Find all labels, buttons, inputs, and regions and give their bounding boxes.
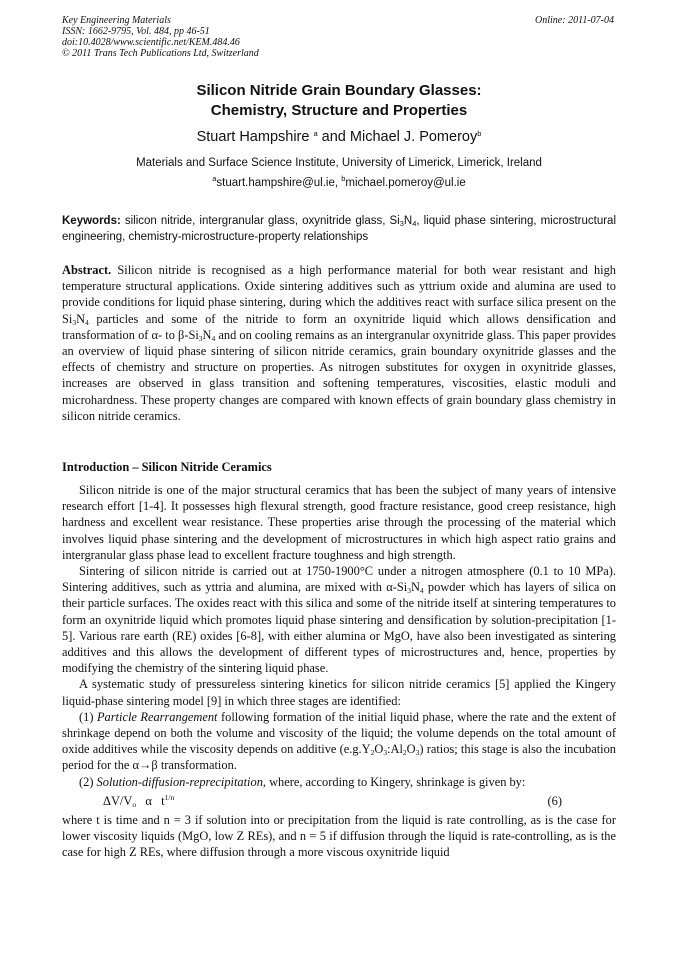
- equation-row: [62, 790, 616, 812]
- subscript: 2: [370, 748, 375, 758]
- affiliation-marker: b: [341, 174, 346, 183]
- journal-name: Key Engineering Materials: [62, 15, 171, 26]
- doi-line[interactable]: doi:10.4028/www.scientific.net/KEM.484.46: [62, 37, 240, 48]
- abstract-label: Abstract.: [62, 263, 112, 277]
- author-list: [62, 128, 616, 146]
- exponent: 1/n: [164, 792, 175, 802]
- introduction-section: [62, 482, 616, 860]
- title-line-1: Silicon Nitride Grain Boundary Glasses:: [196, 82, 482, 99]
- list-number: (2): [79, 774, 97, 789]
- section-heading: Introduction – Silicon Nitride Ceramics: [62, 460, 272, 474]
- abstract-text: N: [76, 311, 86, 326]
- affiliation-marker: b: [477, 129, 482, 138]
- equation: [103, 793, 174, 809]
- affiliation: Materials and Surface Science Institute, University of Limerick, Limerick, Ireland: [136, 157, 542, 169]
- abstract-text: Silicon nitride is recognised as a high performance material for both wear resistant and high temperature structural applications. Oxide sintering additives such as yttrium oxide and alumina are used to provide conditions for liquid phase sintering, during which the additives react with surface silica present on the Si: [62, 263, 616, 326]
- online-date: Online: 2011-07-04: [535, 15, 614, 26]
- author-name: Michael J. Pomeroy: [349, 129, 478, 145]
- subscript: 3: [399, 219, 404, 228]
- paragraph-text: O: [406, 742, 416, 757]
- paragraph-text: , where, according to Kingery, shrinkage is given by:: [262, 774, 526, 789]
- subscript: 3: [198, 333, 203, 343]
- paragraph: [62, 563, 616, 676]
- paragraph-text: following formation of the initial liquid phase, where the rate and the extent of shrinkage depend on both the volume and viscosity of the liquid; the volume depends on the total amount of oxide additives while the viscosity depends on additive (e.g.Y: [62, 709, 616, 757]
- keywords-text: , liquid phase sintering, microstructural engineering, chemistry-microstructure-property relationships: [62, 215, 616, 243]
- subscript: 4: [85, 317, 89, 327]
- paragraph-text: Sintering of silicon nitride is carried out at 1750-1900°C under a nitrogen atmosphere (0.1 to 10 MPa). Sintering additives, such as yttria and alumina, are mixed with α-Si: [62, 564, 616, 595]
- author-emails: [62, 176, 616, 191]
- paragraph: Silicon nitride is one of the major structural ceramics that has been the subject of many years of intensive research effort [1-4]. It possesses high flexural strength, good fracture resistance, good creep resistance, high hardness and excellent wear resistance. These properties arise through the processing of the material which involves liquid phase sintering and the development of microstructures in which high aspect ratio grains and intergranular glass phase lead to excellent fracture toughness and high strength.: [62, 483, 616, 562]
- author-conjunction: and: [317, 129, 350, 145]
- abstract-text: particles and some of the nitride to form an oxynitride liquid which allows densification and transformation of α- to β-Si: [62, 311, 616, 342]
- issn-line: ISSN: 1662-9795, Vol. 484, pp 46-51: [62, 26, 210, 37]
- keywords-label: Keywords:: [62, 215, 121, 227]
- subscript: 3: [415, 748, 420, 758]
- keywords-text: N: [403, 215, 413, 227]
- subscript: 4: [419, 586, 424, 596]
- subscript: o: [132, 799, 137, 809]
- subscript: 3: [383, 748, 388, 758]
- copyright-line: © 2011 Trans Tech Publications Ltd, Switzerland: [62, 48, 259, 59]
- paragraph-text: ) ratios; this stage is also the incubation period for the α→β transformation.: [62, 742, 617, 773]
- list-paragraph: [62, 774, 616, 790]
- keywords-block: [62, 213, 616, 245]
- subscript: 3: [407, 586, 411, 596]
- stage-name: Solution-diffusion-reprecipitation: [96, 774, 263, 789]
- paragraph: where t is time and n = 3 if solution into or precipitation from the liquid is rate controlling, as is the case for lower viscosity liquids (MgO, low Z REs), and n = 5 if diffusion through the liquid is rate-controlling, as is the case for high Z REs, where diffusion through a more viscous oxynitride liquid: [62, 812, 616, 860]
- subscript: 4: [412, 219, 417, 228]
- journal-header: [62, 15, 259, 59]
- paragraph-text: O: [374, 742, 384, 757]
- paragraph-text: N: [410, 580, 420, 595]
- paper-title: [62, 81, 616, 121]
- abstract-text: and on cooling remains as an intergranular oxynitride glass. This paper provides an overview of liquid phase sintering of silicon nitride ceramics, grain boundary oxynitride glasses and the effects of chemistry and structure on properties. As nitrogen substitutes for oxygen in oxynitride glasses, increases are observed in glass transition and softening temperatures, viscosities, elastic moduli and microhardness. These property changes are compared with known effects of grain boundary glass chemistry in silicon nitride ceramics.: [62, 327, 616, 423]
- subscript: 3: [72, 317, 77, 327]
- list-number: (1): [79, 709, 97, 724]
- paragraph-text: :Al: [387, 742, 403, 757]
- equation-rhs: t: [161, 793, 165, 808]
- affiliation-marker: a: [212, 174, 217, 183]
- list-paragraph: [62, 709, 616, 774]
- proportional-symbol: α: [145, 793, 152, 808]
- abstract-text: N: [202, 327, 212, 342]
- email-separator: ,: [334, 177, 342, 189]
- paragraph: A systematic study of pressureless sintering kinetics for silicon nitride ceramics [5] applied the Kingery liquid-phase sintering model [9] in which three stages are identified:: [62, 677, 616, 708]
- author-name: Stuart Hampshire: [196, 129, 310, 145]
- subscript: 2: [402, 748, 407, 758]
- email-link[interactable]: michael.pomeroy@ul.ie: [345, 177, 466, 189]
- paragraph-text: powder which has layers of silica on their particle surfaces. The oxides react with this silica and some of the nitride itself at sintering temperatures to form an oxynitride liquid which promotes liquid phase sintering and densification by solution-precipitation [1-5]. Various rare earth (RE) oxides [6-8], with either alumina or MgO, have also been investigated as sintering additives and this allows the development of different types of microstructures and, hence, properties by modifying the chemistry of the sintering liquid phase.: [62, 580, 616, 676]
- equation-lhs: ΔV/V: [103, 793, 133, 808]
- abstract: [62, 262, 616, 424]
- subscript: 4: [211, 333, 216, 343]
- equation-number: (6): [547, 793, 562, 808]
- email-link[interactable]: stuart.hampshire@ul.ie: [216, 177, 335, 189]
- title-line-2: Chemistry, Structure and Properties: [210, 102, 468, 119]
- stage-name: Particle Rearrangement: [96, 709, 218, 724]
- keywords-text: silicon nitride, intergranular glass, oxynitride glass, Si: [120, 215, 400, 227]
- affiliation-marker: a: [313, 129, 318, 138]
